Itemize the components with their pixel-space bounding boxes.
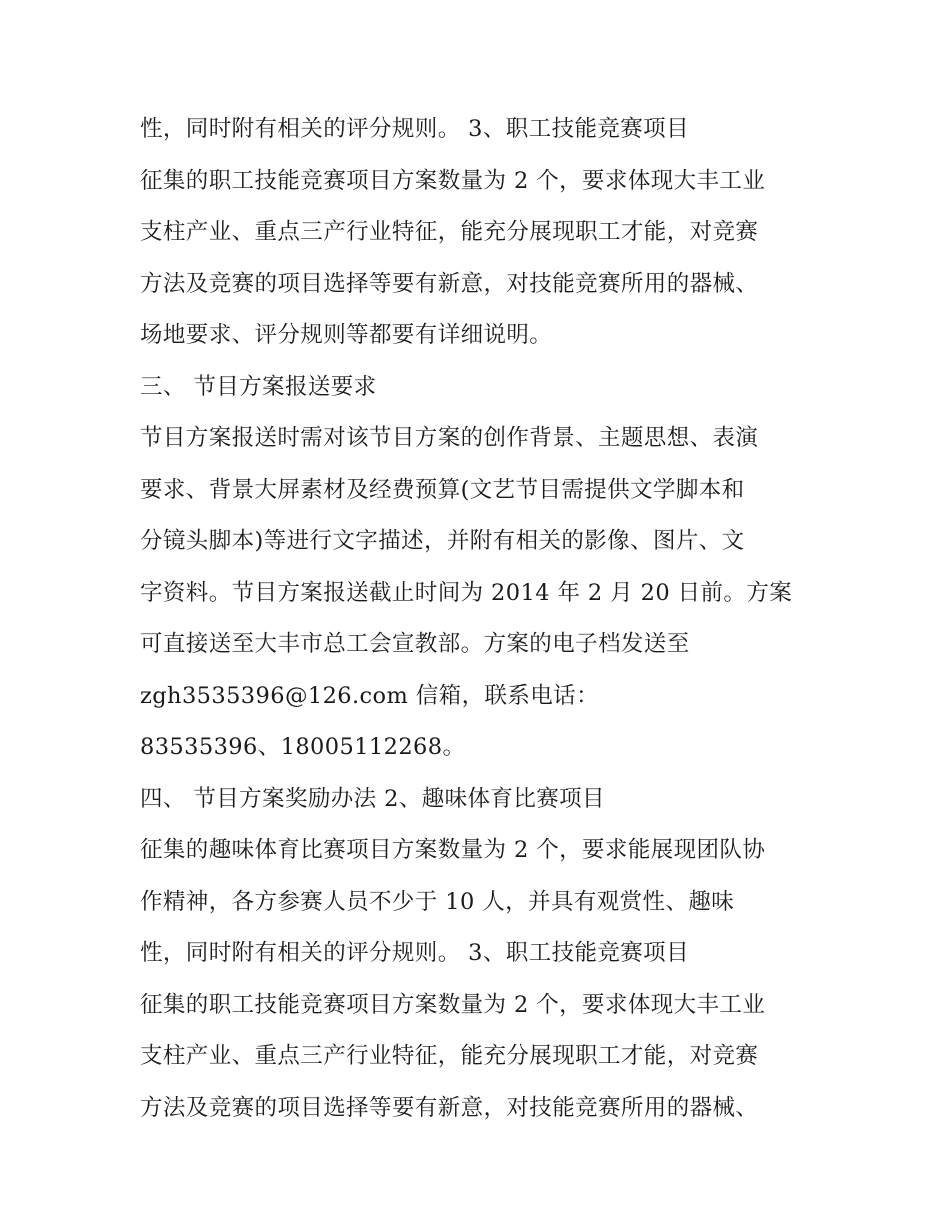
text-line: 作精神，各方参赛人员不少于 10 人，并具有观赏性、趣味 [140,888,735,915]
text-line: 征集的职工技能竞赛项目方案数量为 2 个，要求体现大丰工业 [140,991,766,1018]
text-line: 要求、背景大屏素材及经费预算(文艺节目需提供文学脚本和 [140,476,745,503]
text-line: 分镜头脚本)等进行文字描述，并附有相关的影像、图片、文 [140,528,745,554]
text-line: 征集的职工技能竞赛项目方案数量为 2 个，要求体现大丰工业 [140,167,766,194]
text-line: 支柱产业、重点三产行业特征，能充分展现职工才能，对竞赛 [140,219,759,245]
text-line: 支柱产业、重点三产行业特征，能充分展现职工才能，对竞赛 [140,1043,759,1069]
email-line: zgh3535396@126.com 信箱，联系电话： [140,682,599,709]
text-line: 可直接送至大丰市总工会宣教部。方案的电子档发送至 [140,631,690,657]
text-line: 性，同时附有相关的评分规则。 3、职工技能竞赛项目 [140,940,689,966]
text-line: 征集的趣味体育比赛项目方案数量为 2 个，要求能展现团队协 [140,837,766,863]
document-body [140,104,840,1134]
text-line: 字资料。节目方案报送截止时间为 2014 年 2 月 20 日前。方案 [140,579,793,606]
text-line: 性，同时附有相关的评分规则。 3、职工技能竞赛项目 [140,116,689,142]
text-line: 方法及竞赛的项目选择等要有新意，对技能竞赛所用的器械、 [140,1094,759,1121]
phone-line: 83535396、18005112268。 [140,734,466,760]
text-line: 场地要求、评分规则等都要有详细说明。 [140,322,553,348]
text-line: 方法及竞赛的项目选择等要有新意，对技能竞赛所用的器械、 [140,270,759,297]
section-heading: 三、 节目方案报送要求 [140,373,377,400]
section-heading: 四、 节目方案奖励办法 2、趣味体育比赛项目 [140,785,605,812]
text-line: 节目方案报送时需对该节目方案的创作背景、主题思想、表演 [140,425,759,451]
